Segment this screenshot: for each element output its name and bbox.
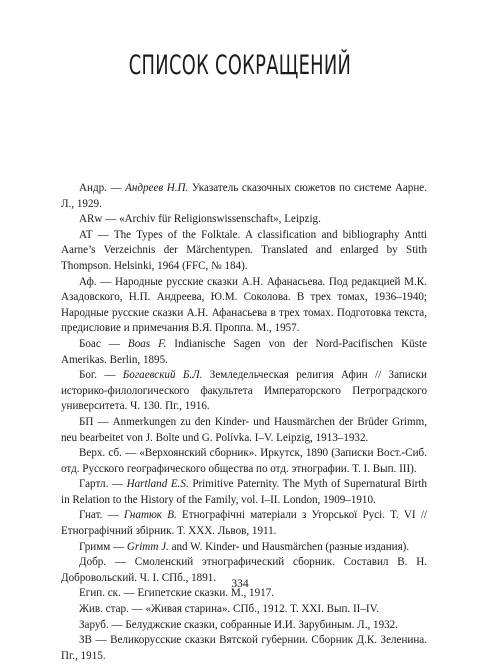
abbreviation-list [61,181,427,664]
entry-text: «Живая старина». СПб., 1912. Т. XXI. Вып. II–IV. [145,603,379,616]
entry-abbreviation: Гартл. — [79,478,127,491]
entry-abbreviation: AT — [79,228,114,241]
entry-abbreviation: Добр. — [79,556,135,569]
entry-abbreviation: Боас — [79,337,128,350]
abbreviation-entry [61,446,427,477]
entry-abbreviation: ARw — [79,213,120,226]
abbreviation-entry [61,337,427,368]
entry-text: «Archiv für Religionswissenschaft», Leipzig. [119,213,321,226]
entry-text: The Types of the Folktale. A classification and bibliography Antti Aarne’s Verzeichnis der Märchentypen. Translated and enlarged by Stith Thompson. Helsinki, 1964 (FFC, № 184). [61,228,427,272]
entry-abbreviation: ЗВ — [79,634,111,647]
entry-abbreviation: Гнат. — [79,509,124,522]
entry-abbreviation: Верх. сб. — [79,447,140,460]
entry-text: and W. Kinder- und Hausmärchen (разные издания). [168,540,410,553]
entry-text: Указатель сказочных сюжетов по системе Аарне. Л., 1929. [61,182,427,210]
abbreviation-entry [61,618,427,634]
page-title: СПИСОК СОКРАЩЕНИЙ [128,50,352,81]
entry-author: Grimm J. [126,540,169,553]
entry-text: Anmerkungen zu den Kinder- und Hausmärchen der Brüder Grimm, neu bearbeitet von J. Bolte und G. Polívka. I–V. Leipzig, 1913–1932. [61,415,427,444]
abbreviation-entry [61,602,427,618]
entry-text: Белуджские сказки, собранные И.И. Зарубиным. Л., 1932. [125,618,398,631]
entry-abbreviation: Бог. — [79,369,123,382]
entry-text: Народные русские сказки А.Н. Афанасьева. Под редакцией М.К. Азадовского, Н.П. Андреева, Ю.М. Соколова. В трех томах, 1936–1940; Народные русские сказки А.Н. Афанасьева в трех томах. Подготовка текста, предисловие и примечания В.Я. Проппа. М., 1957. [61,275,427,335]
entry-abbreviation: Гримм — [79,540,127,553]
abbreviation-entry [61,181,427,212]
entry-text: «Верхоянский сборник». Иркутск, 1890 (Записки Вост.-Сиб. отд. Русского географического общества по отд. этнографии. Т. I. Вып. III). [61,447,427,475]
abbreviation-entry [61,415,427,446]
abbreviation-entry [61,212,427,228]
entry-text: Смоленский этнографический сборник. Составил В. Н. Добровольский. Ч. I. СПб., 1891. [61,556,427,584]
abbreviation-entry [61,275,427,337]
entry-text: Великорусские сказки Вятской губернии. Сборник Д.К. Зеленина. Пг., 1915. [61,634,427,662]
entry-text: Земледельческая религия Афин // Записки историко-филологического факультета Императорского Петроградского университета. Ч. 130. Пг., 1916. [61,369,427,413]
entry-text: Indianische Sagen von der Nord-Pacifischen Küste Amerikas. Berlin, 1895. [61,337,427,366]
entry-text: Египетские сказки. М., 1917. [137,587,275,600]
entry-abbreviation: Заруб. — [79,618,126,631]
abbreviation-entry [61,633,427,664]
entry-abbreviation: Аф. — [79,275,116,288]
entry-text: Етнографічні матеріали з Угорської Русі. Т. VI // Етнографічний збірник. Т. XXX. Львов, 1911. [61,509,427,538]
entry-abbreviation: БП — [79,415,113,428]
abbreviation-entry [61,228,427,275]
entry-author: Андреев Н.П. [125,182,189,194]
entry-author: Богаевский Б.Л. [122,369,203,382]
abbreviation-entry [61,368,427,415]
entry-abbreviation: Егип. ск. — [79,587,138,600]
entry-author: Hartland E.S. [126,478,189,491]
page-number: 334 [231,578,249,590]
abbreviation-entry [61,540,427,556]
abbreviation-entry [61,508,427,539]
abbreviation-entry [61,477,427,508]
entry-abbreviation: Андр. — [79,182,126,194]
entry-text: Primitive Paternity. The Myth of Supernatural Birth in Relation to the History of the Family, vol. I–II. London, 1909–1910. [61,478,427,506]
entry-author: Boas F. [127,337,167,350]
entry-abbreviation: Жив. стар. — [79,603,146,616]
entry-author: Гнатюк В. [123,509,177,522]
